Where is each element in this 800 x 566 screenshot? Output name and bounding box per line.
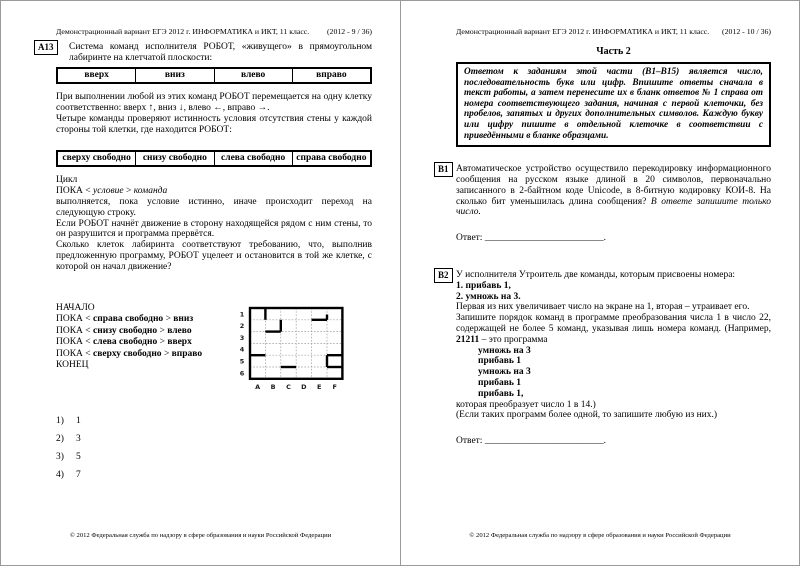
- question-a13: [38, 42, 372, 484]
- svg-text:4: 4: [239, 345, 244, 354]
- example-line: прибавь 1,: [478, 388, 524, 399]
- page-header: [456, 27, 771, 36]
- part-2-title: Часть 2: [596, 46, 631, 57]
- question-b2: [438, 269, 771, 447]
- svg-text:A: A: [254, 382, 260, 391]
- program-line: ПОКА < слева свободно > вверх: [56, 337, 192, 348]
- cycle-word: Цикл: [56, 175, 78, 186]
- question-b1: [438, 164, 771, 244]
- page-header: [56, 27, 372, 36]
- page-left: [1, 1, 400, 565]
- answer-blank: _________________________: [484, 233, 604, 244]
- b2-example-program: [478, 346, 771, 400]
- example-line: прибавь 1: [478, 356, 522, 367]
- conditions-cell: справа свободно: [292, 152, 370, 166]
- b2-outro-1: которая преобразует число 1 в 14.): [456, 399, 596, 410]
- svg-text:D: D: [300, 382, 307, 391]
- conditions-table: [56, 150, 372, 168]
- question-label-b1: В1: [434, 162, 453, 177]
- maze-grid-figure: [236, 305, 348, 397]
- cycle-block: [56, 175, 372, 272]
- commands-cell: вверх: [84, 69, 109, 80]
- header-title: Демонстрационный вариант ЕГЭ 2012 г. ИНФОРМАТИКА и ИКТ, 11 класс.: [56, 27, 310, 36]
- svg-text:5: 5: [239, 357, 244, 366]
- svg-text:C: C: [285, 382, 291, 391]
- program-line: ПОКА < сверху свободно > вправо: [56, 348, 203, 359]
- header-page-number: (2012 - 9 / 36): [326, 27, 372, 36]
- example-line: умножь на 3: [478, 345, 531, 356]
- answer-blank: _________________________: [484, 436, 604, 447]
- program-listing: [56, 303, 202, 397]
- crash-description: Если РОБОТ начнёт движение в сторону находящейся рядом с ним стены, то он разрушится и программа прервётся.: [56, 218, 372, 240]
- b2-outro-2: (Если таких программ более одной, то запишите любую из них.): [456, 410, 718, 421]
- answer-option: 2) 3: [56, 434, 81, 445]
- svg-text:2: 2: [239, 321, 244, 330]
- answer-option: 4) 7: [56, 470, 81, 481]
- commands-cell: вправо: [292, 69, 370, 83]
- paragraph-check: Четыре команды проверяют истинность условия отсутствия стены у каждой стороны той клетки, где находится РОБОТ:: [56, 113, 372, 135]
- commands-table: [56, 67, 372, 85]
- b2-task: Запишите порядок команд в программе преобразования числа 1 в число 22, содержащей не более 5 команд, указывая лишь номера команд. (Например, 21211 – это программа: [456, 313, 771, 345]
- b2-answer-line: Ответ: _________________________.: [456, 436, 606, 447]
- b2-command-2: 2. умножь на 3.: [456, 291, 521, 302]
- conditions-cell: снизу свободно: [135, 152, 213, 166]
- answer-option: 3) 5: [56, 452, 81, 463]
- svg-text:F: F: [332, 382, 337, 391]
- program-end: КОНЕЦ: [56, 360, 89, 371]
- svg-text:1: 1: [239, 309, 244, 318]
- part-2-instruction-box: Ответом к заданиям этой части (В1–В15) является число, последовательность букв или цифр. Впишите ответы сначала в текст работы, а затем перенесите их в бланк ответов № 1 справа от номера соответствующего задания, начиная с первой клеточки, без пробелов, запятых и других дополнительных символов. Каждую букву или цифру пишите в отдельной клеточке в соответствии с приведёнными в бланке образцами.: [456, 62, 771, 147]
- b2-intro: У исполнителя Утроитель две команды, которым присвоены номера:: [456, 269, 736, 280]
- page-footer: © 2012 Федеральная служба по надзору в сфере образования и науки Российской Федерации: [69, 532, 332, 539]
- program-line: ПОКА < снизу свободно > влево: [56, 325, 192, 336]
- svg-text:6: 6: [239, 368, 244, 377]
- page-footer: © 2012 Федеральная служба по надзору в сфере образования и науки Российской Федерации: [469, 532, 731, 539]
- cycle-description: выполняется, пока условие истинно, иначе происходит переход на следующую строку.: [56, 196, 372, 218]
- example-line: прибавь 1: [478, 377, 522, 388]
- conditions-cell: слева свободно: [214, 152, 292, 166]
- while-syntax: ПОКА < условие > команда: [56, 186, 168, 197]
- question-label-b2: В2: [434, 268, 453, 283]
- question-intro: Система команд исполнителя РОБОТ, «живущего» в прямоугольном лабиринте на клетчатой плоскости:: [69, 42, 372, 63]
- b1-answer-line: Ответ: _________________________.: [456, 233, 606, 244]
- program-and-maze: [56, 303, 372, 397]
- header-title: Демонстрационный вариант ЕГЭ 2012 г. ИНФОРМАТИКА и ИКТ, 11 класс.: [456, 27, 710, 36]
- b2-description: Первая из них увеличивает число на экране на 1, вторая – утраивает его.: [456, 302, 750, 313]
- svg-text:B: B: [270, 382, 276, 391]
- question-label-a13: А13: [34, 40, 58, 55]
- paragraph-move: При выполнении любой из этих команд РОБОТ перемещается на одну клетку соответственно: вверх ↑, вниз ↓, влево ←, вправо →.: [56, 92, 372, 114]
- example-line: умножь на 3: [478, 367, 531, 378]
- program-begin: НАЧАЛО: [56, 302, 95, 313]
- conditions-cell: сверху свободно: [62, 152, 131, 163]
- b2-command-1: 1. прибавь 1,: [456, 280, 511, 291]
- svg-text:E: E: [316, 382, 322, 391]
- task-description: Сколько клеток лабиринта соответствуют требованию, что, выполнив предложенную программу, РОБОТ уцелеет и остановится в той же клетке, с которой он начал движение?: [56, 240, 372, 272]
- commands-cell: влево: [214, 69, 292, 83]
- commands-cell: вниз: [135, 69, 213, 83]
- svg-text:3: 3: [239, 333, 244, 342]
- b1-text: Автоматическое устройство осуществило перекодировку информационного сообщения на русском языке длиной в 20 символов, первоначально записанного в 2-байтном коде Unicode, в 8-битную кодировку КОИ-8. На сколько бит уменьшилась длина сообщения? В ответе запишите только число.: [456, 164, 771, 218]
- answer-option: 1) 1: [56, 416, 81, 427]
- program-line: ПОКА < справа свободно > вниз: [56, 314, 194, 325]
- answer-options: [56, 412, 372, 484]
- page-right: [400, 1, 799, 565]
- header-page-number: (2012 - 10 / 36): [722, 27, 771, 36]
